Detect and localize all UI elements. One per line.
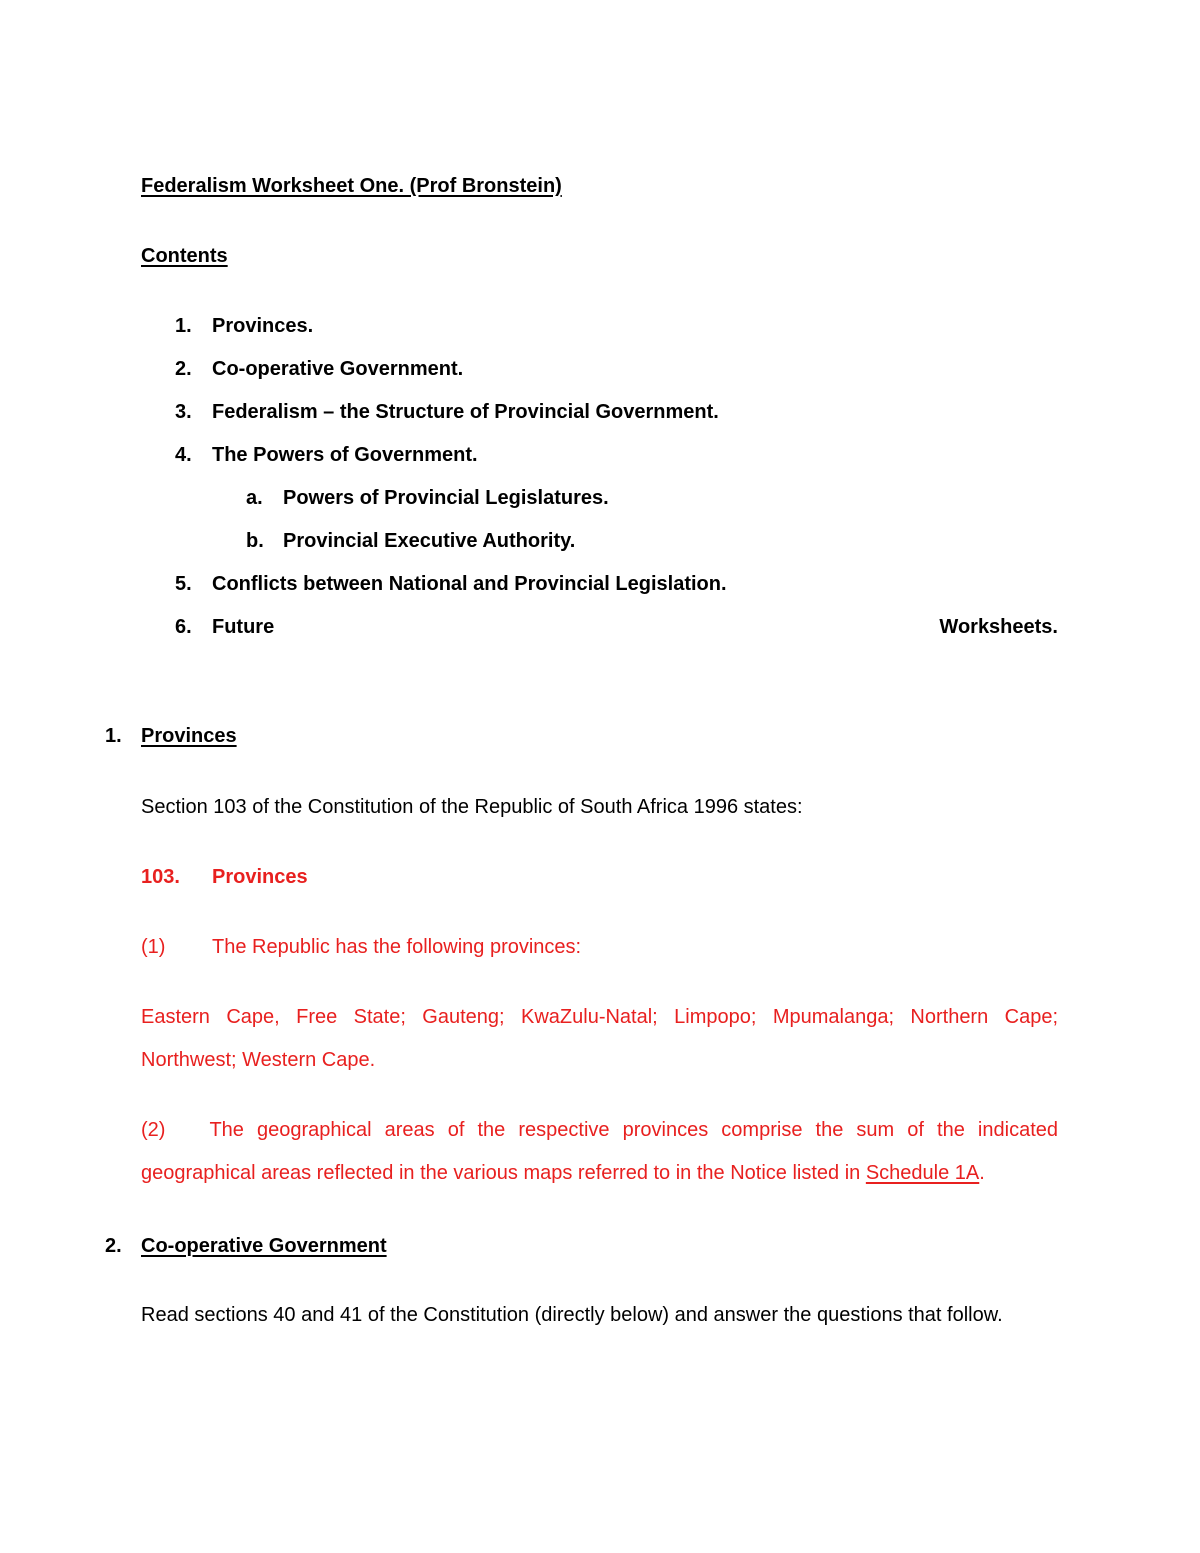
- document-title: Federalism Worksheet One. (Prof Bronstein): [141, 175, 562, 197]
- toc-item-right: Worksheets.: [939, 616, 1058, 638]
- toc-num: 5.: [175, 573, 192, 595]
- quote-subsection-text: The Republic has the following provinces:: [212, 936, 582, 958]
- quote-subsection-2: [141, 1109, 1058, 1195]
- quote-section-title: Provinces: [212, 866, 308, 888]
- toc-item: Federalism – the Structure of Provincial Government.: [212, 401, 719, 423]
- quote-subsection-text: The geographical areas of the respective provinces comprise the sum of the indicated geographical areas reflected in the various maps referred to in the Notice listed in: [141, 1119, 1058, 1184]
- toc-item: Future: [212, 616, 275, 638]
- toc-num: 4.: [175, 444, 192, 466]
- quote-end: .: [979, 1162, 985, 1184]
- section-heading: Co-operative Government: [141, 1235, 387, 1257]
- provinces-list: Eastern Cape, Free State; Gauteng; KwaZulu-Natal; Limpopo; Mpumalanga; Northern Cape; Northwest; Western Cape.: [141, 1006, 1058, 1071]
- contents-heading: Contents: [141, 245, 228, 267]
- toc-item: Provinces.: [212, 315, 314, 337]
- section-number: 2.: [105, 1235, 122, 1257]
- toc-num: 6.: [175, 616, 192, 638]
- toc-item: Conflicts between National and Provincial Legislation.: [212, 573, 727, 595]
- toc-num: 3.: [175, 401, 192, 423]
- section-number: 1.: [105, 725, 122, 747]
- toc-num: 2.: [175, 358, 192, 380]
- toc-item: Co-operative Government.: [212, 358, 464, 380]
- toc-subnum: a.: [246, 487, 263, 509]
- schedule-1a-link[interactable]: Schedule 1A: [865, 1162, 980, 1184]
- section-intro: Section 103 of the Constitution of the Republic of South Africa 1996 states:: [141, 796, 803, 818]
- toc-subitem: Provincial Executive Authority.: [283, 530, 576, 552]
- section-heading: Provinces: [141, 725, 237, 747]
- section-intro: Read sections 40 and 41 of the Constitution (directly below) and answer the questions that follow.: [141, 1304, 1003, 1326]
- quote-section-number: 103.: [141, 866, 180, 888]
- toc-subitem: Powers of Provincial Legislatures.: [283, 487, 609, 509]
- quote-subsection-number: (2): [141, 1119, 166, 1141]
- toc-item: The Powers of Government.: [212, 444, 478, 466]
- quote-subsection-number: (1): [141, 936, 166, 958]
- toc-num: 1.: [175, 315, 192, 337]
- toc-subnum: b.: [246, 530, 264, 552]
